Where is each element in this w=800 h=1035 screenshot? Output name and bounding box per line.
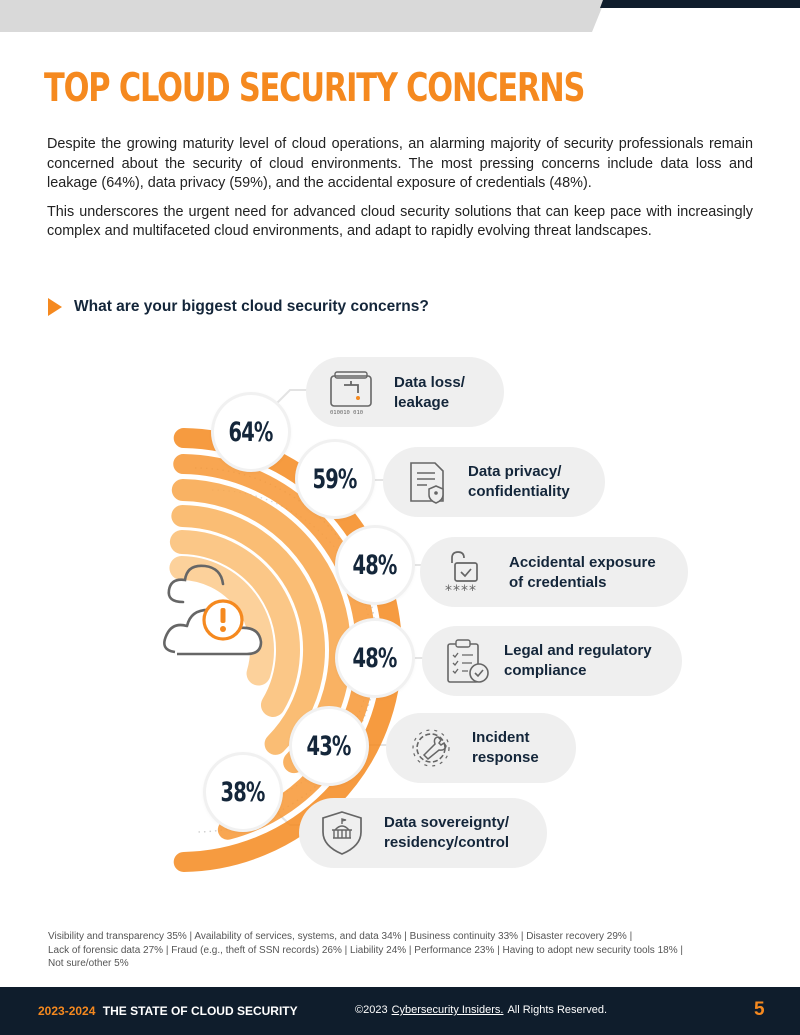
svg-text:****: ****: [445, 583, 477, 595]
concern-percent-badge: 48%: [338, 621, 412, 695]
other-concerns-footnote: Visibility and transparency 35% | Availability of services, systems, and data 34% | Business continuity 33% | Disaster recovery 29% | Lack of forensic data 27% | Fraud (e.g., theft of SSN records) 26% | Liability 24% | Performance 23% | Having to adopt new security tools 18% | Not sure/other 5%: [48, 931, 683, 969]
page-footer: [0, 987, 800, 1035]
footer-copyright: ©2023 Cybersecurity Insiders. All Rights Reserved.: [355, 1004, 608, 1016]
concern-percent-badge: 64%: [214, 395, 288, 469]
svg-text:010010 010: 010010 010: [330, 410, 364, 415]
concern-card-credentials: [420, 537, 688, 607]
concern-card-incident-response: [386, 713, 576, 783]
document-shield-icon: [405, 459, 451, 505]
play-arrow-icon: [48, 298, 62, 316]
concern-percent-badge: 38%: [206, 755, 280, 829]
concern-card-data-loss: [306, 357, 504, 427]
footer-report-name: THE STATE OF CLOUD SECURITY: [102, 1004, 298, 1018]
page-title: TOP CLOUD SECURITY CONCERNS: [44, 66, 585, 111]
footer-report-title: [38, 1004, 298, 1018]
intro-paragraph-2: This underscores the urgent need for advanced cloud security solutions that can keep pace with increasingly complex and multifaceted cloud environments, and adapt to rapidly evolving threat landscapes.: [47, 203, 753, 239]
survey-question-text: What are your biggest cloud security concerns?: [74, 298, 429, 315]
page-number: 5: [754, 999, 765, 1020]
concern-card-data-sovereignty: [299, 798, 547, 868]
concern-percent-badge: 43%: [292, 709, 366, 783]
concern-percent-badge: 48%: [338, 528, 412, 602]
footer-years: 2023-2024: [38, 1004, 96, 1018]
concern-card-compliance: [422, 626, 682, 696]
gear-wrench-icon: [408, 725, 454, 771]
concern-label: Data sovereignty/ residency/control: [384, 814, 510, 851]
data-leak-faucet-icon: [328, 369, 374, 415]
concern-label: Incident response: [472, 729, 539, 766]
shield-capitol-icon: [319, 810, 365, 856]
footer-brand-link[interactable]: Cybersecurity Insiders.: [391, 1004, 504, 1016]
survey-question: [48, 296, 429, 318]
top-decorative-band: [0, 0, 800, 32]
concern-label: Data loss/ leakage: [394, 374, 465, 411]
unlocked-padlock-icon: [442, 549, 488, 595]
concern-card-data-privacy: [383, 447, 605, 517]
concern-percent-badge: 59%: [298, 442, 372, 516]
concern-label: Data privacy/ confidentiality: [468, 463, 570, 500]
intro-text: [47, 135, 753, 251]
concerns-infographic: [0, 340, 800, 900]
compliance-clipboard-icon: [444, 638, 490, 684]
concern-label: Legal and regulatory compliance: [504, 642, 652, 679]
intro-paragraph-1: Despite the growing maturity level of cloud operations, an alarming majority of security professionals remain concerned about the security of cloud environments. The most pressing concerns include data loss and leakage (64%), data privacy (59%), and the accidental exposure of credentials (48%).: [47, 136, 753, 191]
concern-label: Accidental exposure of credentials: [509, 554, 656, 591]
